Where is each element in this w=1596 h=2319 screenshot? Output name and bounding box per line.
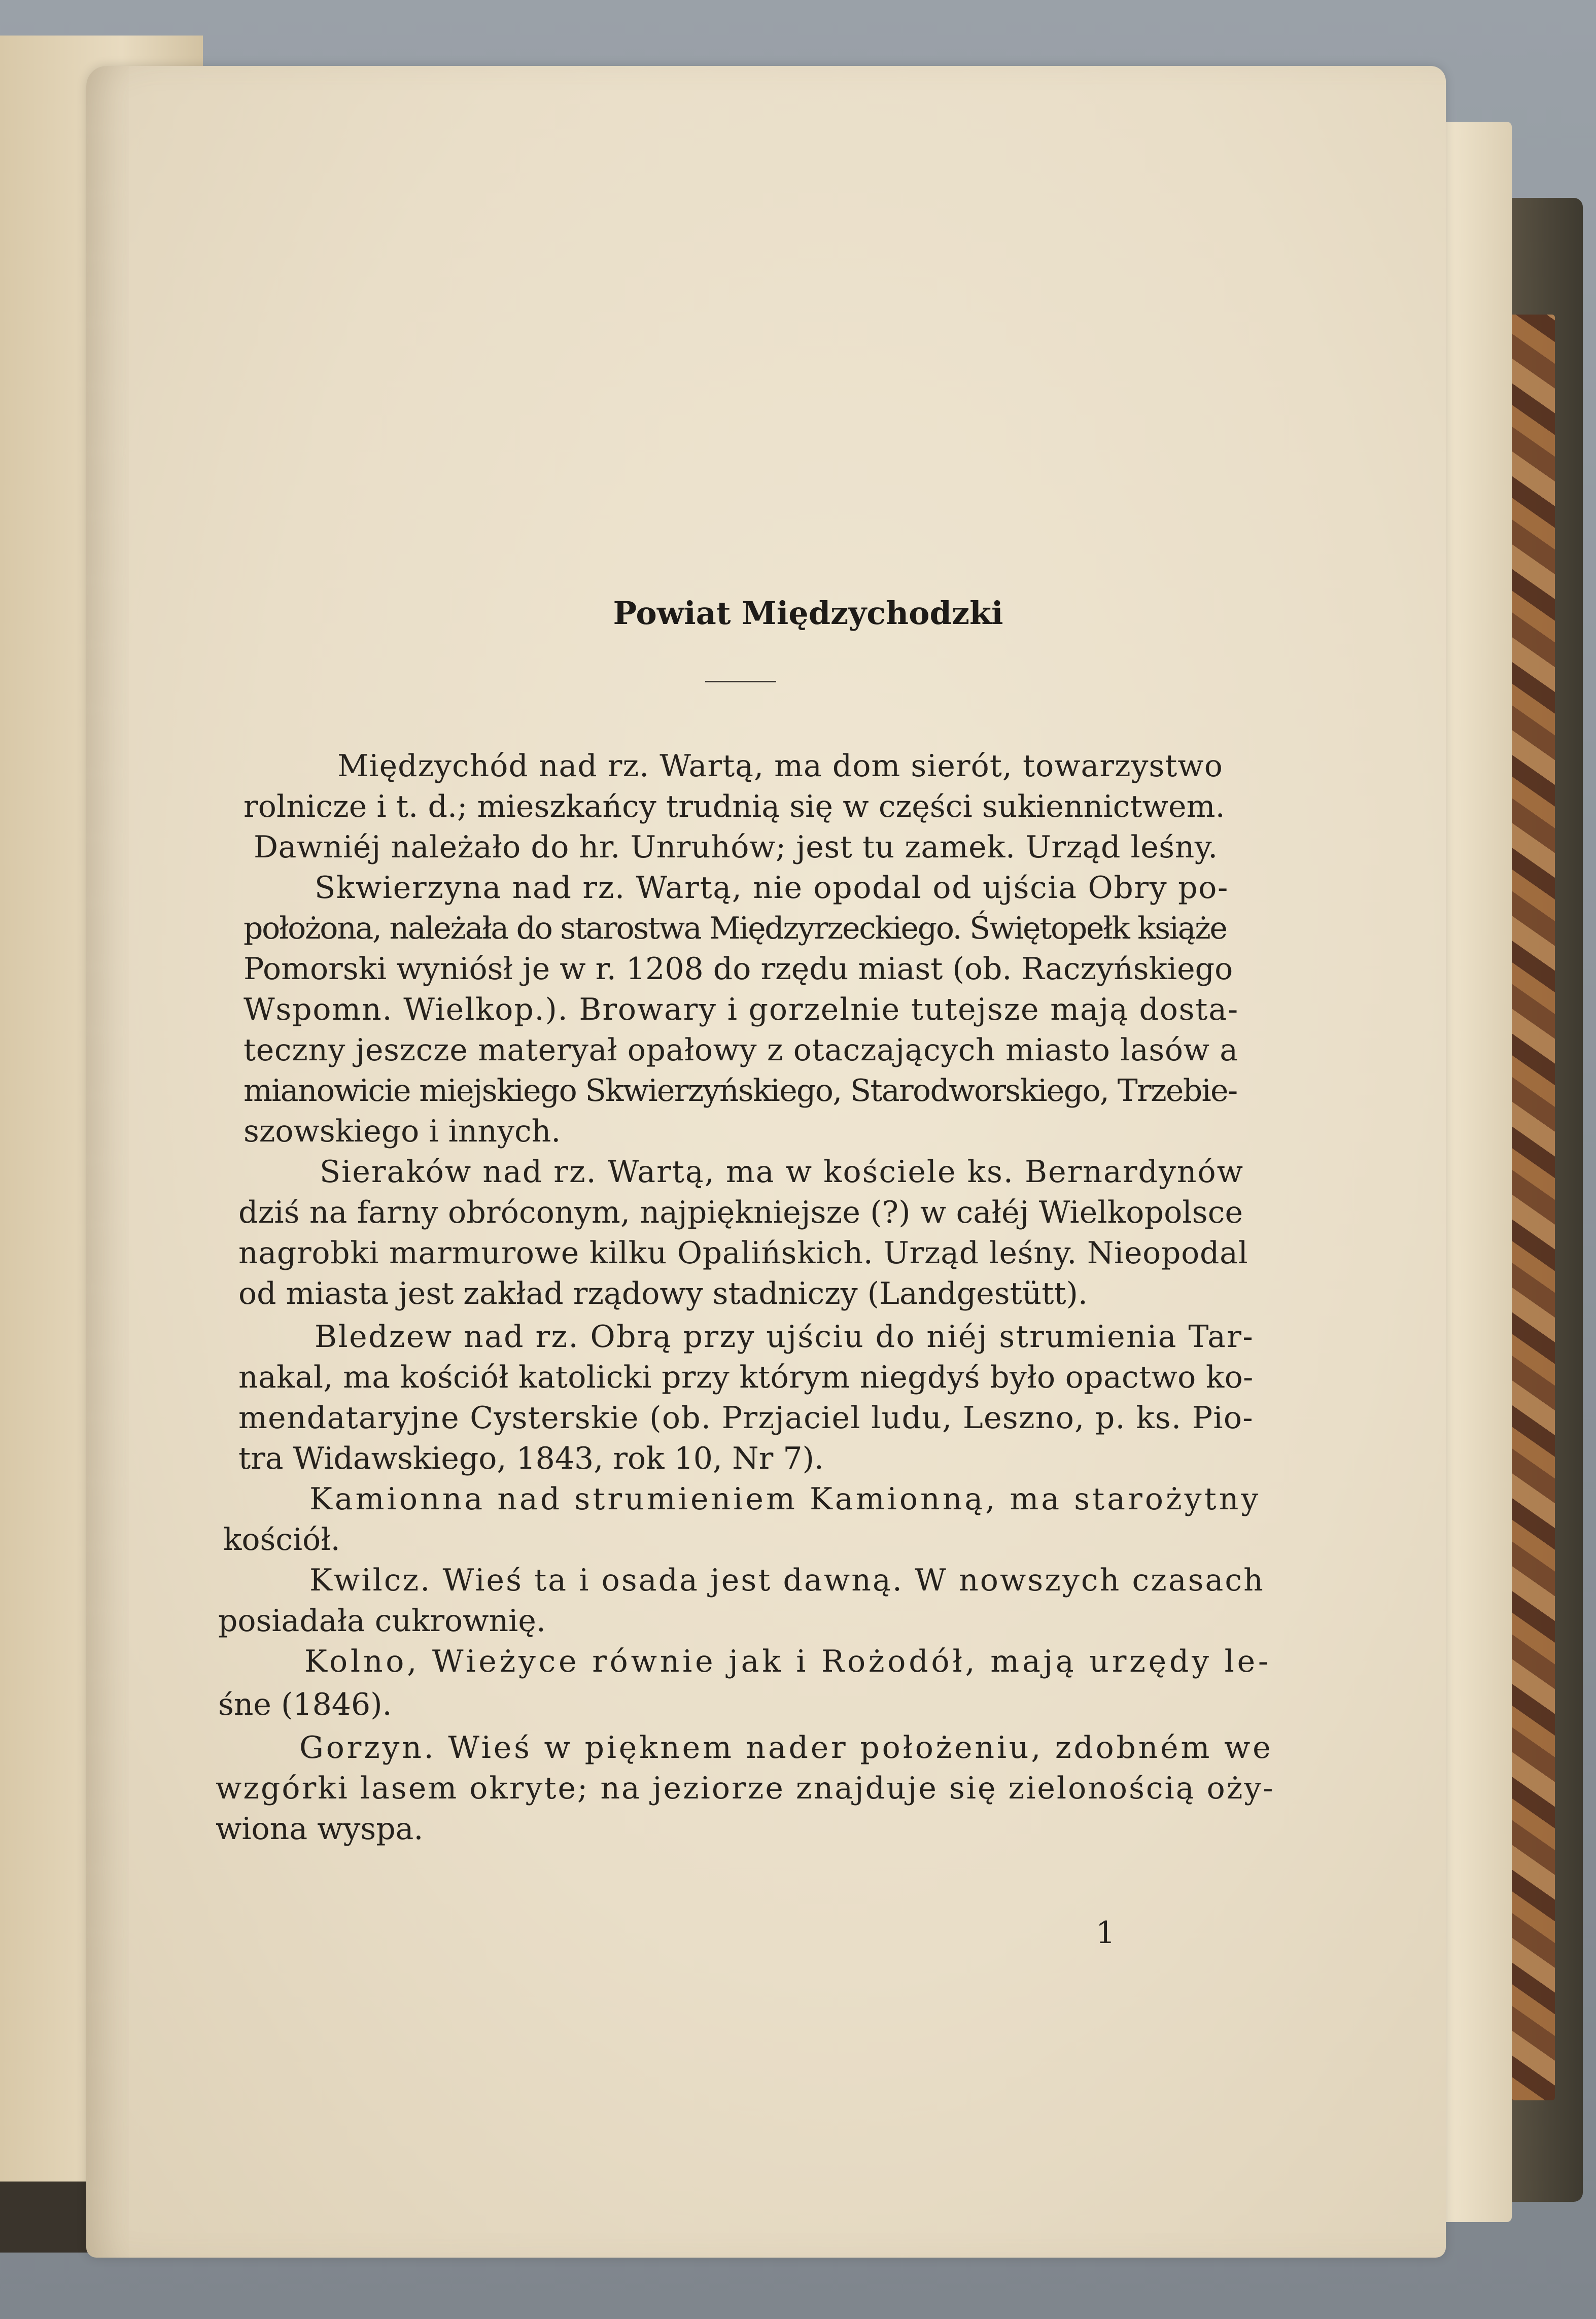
text-line: wzgórki lasem okryte; na jeziorze znajduje się zielonością oży- — [216, 1771, 1275, 1806]
text-line: teczny jeszcze materyał opałowy z otaczających miasto lasów a — [244, 1032, 1238, 1068]
page-number: 1 — [1096, 1915, 1116, 1951]
text-line: od miasta jest zakład rządowy stadniczy (Landgestütt). — [238, 1276, 1088, 1311]
text-line: Kamionna nad strumieniem Kamionną, ma starożytny — [309, 1481, 1261, 1517]
text-line: Międzychód nad rz. Wartą, ma dom sierót, towarzystwo — [337, 748, 1223, 784]
text-line: Kolno, Wieżyce równie jak i Rożodół, mają urzędy le- — [304, 1644, 1271, 1679]
text-line: kościół. — [223, 1522, 340, 1557]
text-line: mendataryjne Cysterskie (ob. Przjaciel ludu, Leszno, p. ks. Pio- — [238, 1400, 1254, 1436]
text-line: Sieraków nad rz. Wartą, ma w kościele ks. Bernardynów — [320, 1154, 1244, 1190]
text-line: mianowicie miejskiego Skwierzyńskiego, Starodworskiego, Trzebie- — [244, 1073, 1237, 1109]
text-line: Bledzew nad rz. Obrą przy ujściu do niéj strumienia Tar- — [315, 1319, 1255, 1355]
text-line: szowskiego i innych. — [244, 1114, 561, 1149]
text-line: położona, należała do starostwa Międzyrzeckiego. Świętopełk książe — [244, 911, 1227, 946]
text-line: Dawniéj należało do hr. Unruhów; jest tu zamek. Urząd leśny. — [254, 829, 1218, 865]
text-line: Wspomn. Wielkop.). Browary i gorzelnie tutejsze mają dosta- — [244, 992, 1239, 1027]
text-line: dziś na farny obróconym, najpiękniejsze (?) w całéj Wielkopolsce — [238, 1195, 1243, 1230]
text-line: Pomorski wyniósł je w r. 1208 do rzędu miast (ob. Raczyńskiego — [244, 951, 1233, 987]
text-line: nagrobki marmurowe kilku Opalińskich. Urząd leśny. Nieopodal — [238, 1235, 1248, 1271]
text-line: Skwierzyna nad rz. Wartą, nie opodal od ujścia Obry po- — [315, 870, 1229, 906]
title-rule — [705, 681, 776, 682]
page-title: Powiat Międzychodzki — [613, 595, 1003, 632]
text-line: rolnicze i t. d.; mieszkańcy trudnią się w części sukiennictwem. — [244, 789, 1225, 824]
text-line: posiadała cukrownię. — [218, 1603, 546, 1639]
text-line: wiona wyspa. — [216, 1811, 424, 1847]
text-line: Gorzyn. Wieś w pięknem nader położeniu, zdobném we — [299, 1730, 1273, 1766]
text-line: śne (1846). — [218, 1687, 392, 1722]
text-line: Kwilcz. Wieś ta i osada jest dawną. W nowszych czasach — [309, 1563, 1265, 1598]
text-line: tra Widawskiego, 1843, rok 10, Nr 7). — [238, 1441, 824, 1476]
text-line: nakal, ma kościół katolicki przy którym niegdyś było opactwo ko- — [238, 1360, 1254, 1395]
